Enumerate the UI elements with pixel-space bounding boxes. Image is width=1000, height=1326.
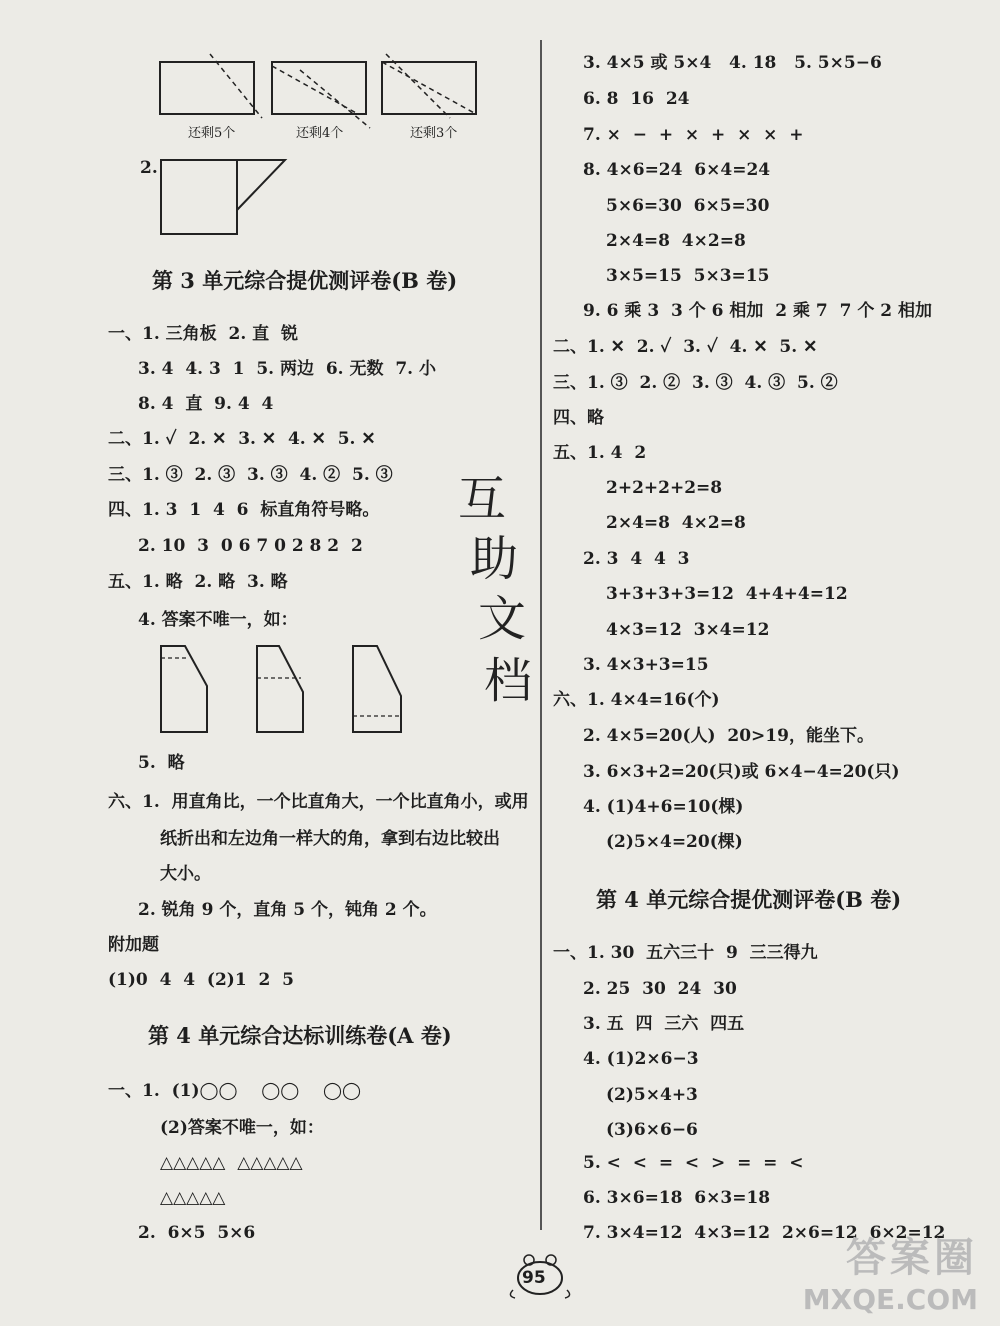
- answer-line: 3. 4×3+3=15: [583, 655, 709, 675]
- answer-line: 二、1. ✕ 2. ✓ 3. ✓ 4. ✕ 5. ✕: [553, 337, 818, 357]
- handwriting-char: 互: [458, 471, 507, 527]
- watermark-url: MXQE.COM: [802, 1283, 978, 1316]
- answer-line: △△△△△ △△△△△: [160, 1153, 303, 1173]
- answer-line: 3. 6×3+2=20(只)或 6×4−4=20(只): [583, 762, 900, 782]
- answer-line: 四、略: [553, 408, 604, 428]
- answer-line: 五、1. 4 2: [553, 443, 647, 463]
- answer-line: 三、1. ③ 2. ② 3. ③ 4. ③ 5. ②: [553, 373, 838, 393]
- answer-line: 7. 3×4=12 4×3=12 2×6=12 6×2=12: [583, 1223, 946, 1243]
- trapezoid-a: [161, 646, 207, 732]
- caption-remain-3: 还剩3个: [410, 126, 458, 141]
- square-shape: [161, 160, 237, 234]
- column-divider: [540, 40, 542, 1230]
- answer-line: 一、1. 30 五六三十 9 三三得九: [553, 943, 818, 963]
- watermark: [803, 1226, 978, 1316]
- answer-line: 2. 锐角 9 个，直角 5 个，钝角 2 个。: [138, 900, 437, 920]
- answer-line: 2. 6×5 5×6: [138, 1223, 256, 1243]
- answer-line: (2)5×4+3: [606, 1085, 698, 1105]
- fig2-number: 2.: [140, 158, 158, 178]
- answer-line: 3. 五 四 三六 四五: [583, 1014, 745, 1034]
- answer-line: 6. 8 16 24: [583, 89, 690, 109]
- answer-line: (1)0 4 4 (2)1 2 5: [108, 970, 294, 990]
- answer-line: 4. (1)4+6=10(棵): [583, 797, 744, 817]
- dashed-cut-3b: [386, 54, 450, 118]
- trapezoid-shape: [237, 160, 285, 210]
- caption-remain-5: 还剩5个: [188, 126, 236, 141]
- answer-line: 2+2+2+2=8: [606, 478, 723, 498]
- caption-remain-4: 还剩4个: [296, 126, 344, 141]
- handwriting-char: 文: [478, 591, 527, 647]
- answer-line: 4. (1)2×6−3: [583, 1049, 699, 1069]
- answer-line: 六、1. 4×4=16(个): [553, 690, 720, 710]
- trapezoid-figures: [155, 640, 435, 740]
- answer-line: 五、1. 略 2. 略 3. 略: [108, 572, 288, 592]
- answer-line: 2×4=8 4×2=8: [606, 231, 746, 251]
- answer-line: 5. < < = < > = = <: [583, 1153, 804, 1173]
- answer-line: 3×5=15 5×3=15: [606, 266, 770, 286]
- unit4-b-title: 第 4 单元综合提优测评卷(B 卷): [596, 887, 902, 912]
- answer-line: 2. 10 3 0 6 7 0 2 8 2 2: [138, 536, 363, 556]
- answer-line: 3. 4 4. 3 1 5. 两边 6. 无数 7. 小: [138, 359, 436, 379]
- dashed-cut-3: [382, 62, 476, 114]
- answer-line: 附加题: [108, 935, 159, 955]
- answer-line: 8. 4 直 9. 4 4: [138, 394, 274, 414]
- answer-line: 5×6=30 6×5=30: [606, 196, 770, 216]
- answer-line: 3+3+3+3=12 4+4+4=12: [606, 584, 848, 604]
- answer-line: 4. 答案不唯一，如：: [138, 610, 298, 630]
- rectangle-1: [160, 62, 254, 114]
- answer-line: 一、1. 三角板 2. 直 锐: [108, 324, 299, 344]
- watermark-main: 答案圈: [846, 1235, 978, 1281]
- answer-line: 2×4=8 4×2=8: [606, 513, 746, 533]
- unit4-a-title: 第 4 单元综合达标训练卷(A 卷): [148, 1023, 452, 1048]
- answer-line: 3. 4×5 或 5×4 4. 18 5. 5×5−6: [583, 53, 882, 73]
- square-trapezoid-figure: [155, 150, 295, 240]
- trapezoid-c: [353, 646, 401, 732]
- page-number: 95: [522, 1268, 546, 1288]
- dashed-cut-2b: [300, 70, 370, 128]
- answer-line: 4×3=12 3×4=12: [606, 620, 770, 640]
- answer-line: 7. × − + × + × × +: [583, 125, 804, 145]
- answer-line: 四、1. 3 1 4 6 标直角符号略。: [108, 500, 380, 520]
- answer-line: 9. 6 乘 3 3 个 6 相加 2 乘 7 7 个 2 相加: [583, 301, 932, 321]
- answer-line: 一、1. (1)◯◯ ◯◯ ◯◯: [108, 1081, 361, 1101]
- answer-line: 纸折出和左边角一样大的角，拿到右边比较出: [160, 829, 500, 849]
- answer-line: (3)6×6−6: [606, 1120, 698, 1140]
- handwriting-char: 档: [484, 653, 533, 709]
- answer-line: (2)答案不唯一，如：: [160, 1118, 324, 1138]
- handwriting-char: 助: [470, 531, 519, 587]
- answer-line: △△△△△: [160, 1188, 226, 1208]
- rectangle-2: [272, 62, 366, 114]
- answer-line: 三、1. ③ 2. ③ 3. ③ 4. ② 5. ③: [108, 465, 393, 485]
- answer-line: 2. 3 4 4 3: [583, 549, 690, 569]
- answer-line: 8. 4×6=24 6×4=24: [583, 160, 771, 180]
- answer-line: 六、1. 用直角比，一个比直角大，一个比直角小，或用: [108, 792, 529, 812]
- answer-line: 2. 25 30 24 30: [583, 979, 737, 999]
- answer-line: (2)5×4=20(棵): [606, 832, 743, 852]
- answer-line: 5. 略: [138, 753, 185, 773]
- answer-line: 6. 3×6=18 6×3=18: [583, 1188, 771, 1208]
- unit3-b-title: 第 3 单元综合提优测评卷(B 卷): [152, 268, 458, 293]
- answer-line: 2. 4×5=20(人) 20>19，能坐下。: [583, 726, 874, 746]
- answer-line: 大小。: [160, 864, 211, 884]
- trapezoid-b: [257, 646, 303, 732]
- answer-line: 二、1. ✓ 2. ✕ 3. ✕ 4. ✕ 5. ✕: [108, 429, 376, 449]
